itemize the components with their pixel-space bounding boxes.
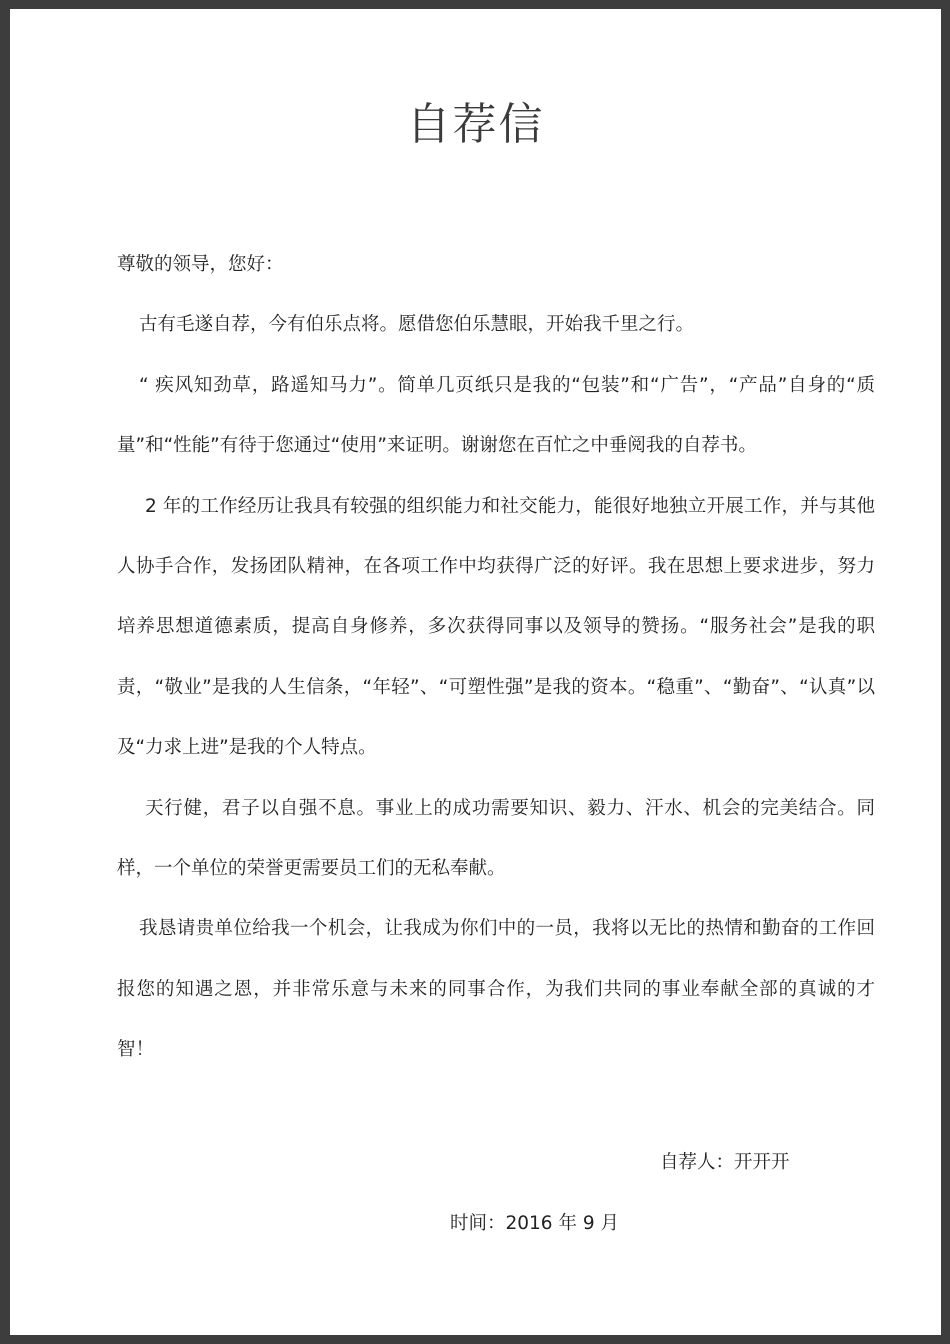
- date: 时间：2016 年 9 月: [450, 1213, 619, 1234]
- salutation: 尊敬的领导，您好：: [117, 254, 284, 275]
- paragraph-3: 2 年的工作经历让我具有较强的组织能力和社交能力，能很好地独立开展工作，并与其他人协手合作，发扬团队精神，在各项工作中均获得广泛的好评。我在思想上要求进步，努力培养思想道德素质，提高自身修养，多次获得同事以及领导的赞扬。“服务社会”是我的职责，“敬业”是我的人生信条，“年轻”、“可塑性强”是我的资本。“稳重”、“勤奋”、“认真”以及“力求上进”是我的个人特点。: [117, 495, 875, 759]
- letter-body: [117, 235, 875, 1081]
- document-title: 自荐信: [406, 99, 545, 150]
- paragraph-5: 我恳请贵单位给我一个机会，让我成为你们中的一员，我将以无比的热情和勤奋的工作回报您的知遇之恩，并非常乐意与未来的同事合作，为我们共同的事业奉献全部的真诚的才智！: [117, 918, 875, 1061]
- paragraph-4: 天行健，君子以自强不息。事业上的成功需要知识、毅力、汗水、机会的完美结合。同样，一个单位的荣誉更需要员工们的无私奉献。: [117, 797, 875, 880]
- paragraph-2: “ 疾风知劲草，路遥知马力”。简单几页纸只是我的“包装”和“广告”，“产品”自身的“质量”和“性能”有待于您通过“使用”来证明。谢谢您在百忙之中垂阅我的自荐书。: [117, 374, 875, 457]
- paragraph-1: 古有毛遂自荐，今有伯乐点将。愿借您伯乐慧眼，开始我千里之行。: [139, 314, 695, 336]
- document-page: [10, 9, 941, 1335]
- signature: 自荐人：开开开: [660, 1152, 790, 1173]
